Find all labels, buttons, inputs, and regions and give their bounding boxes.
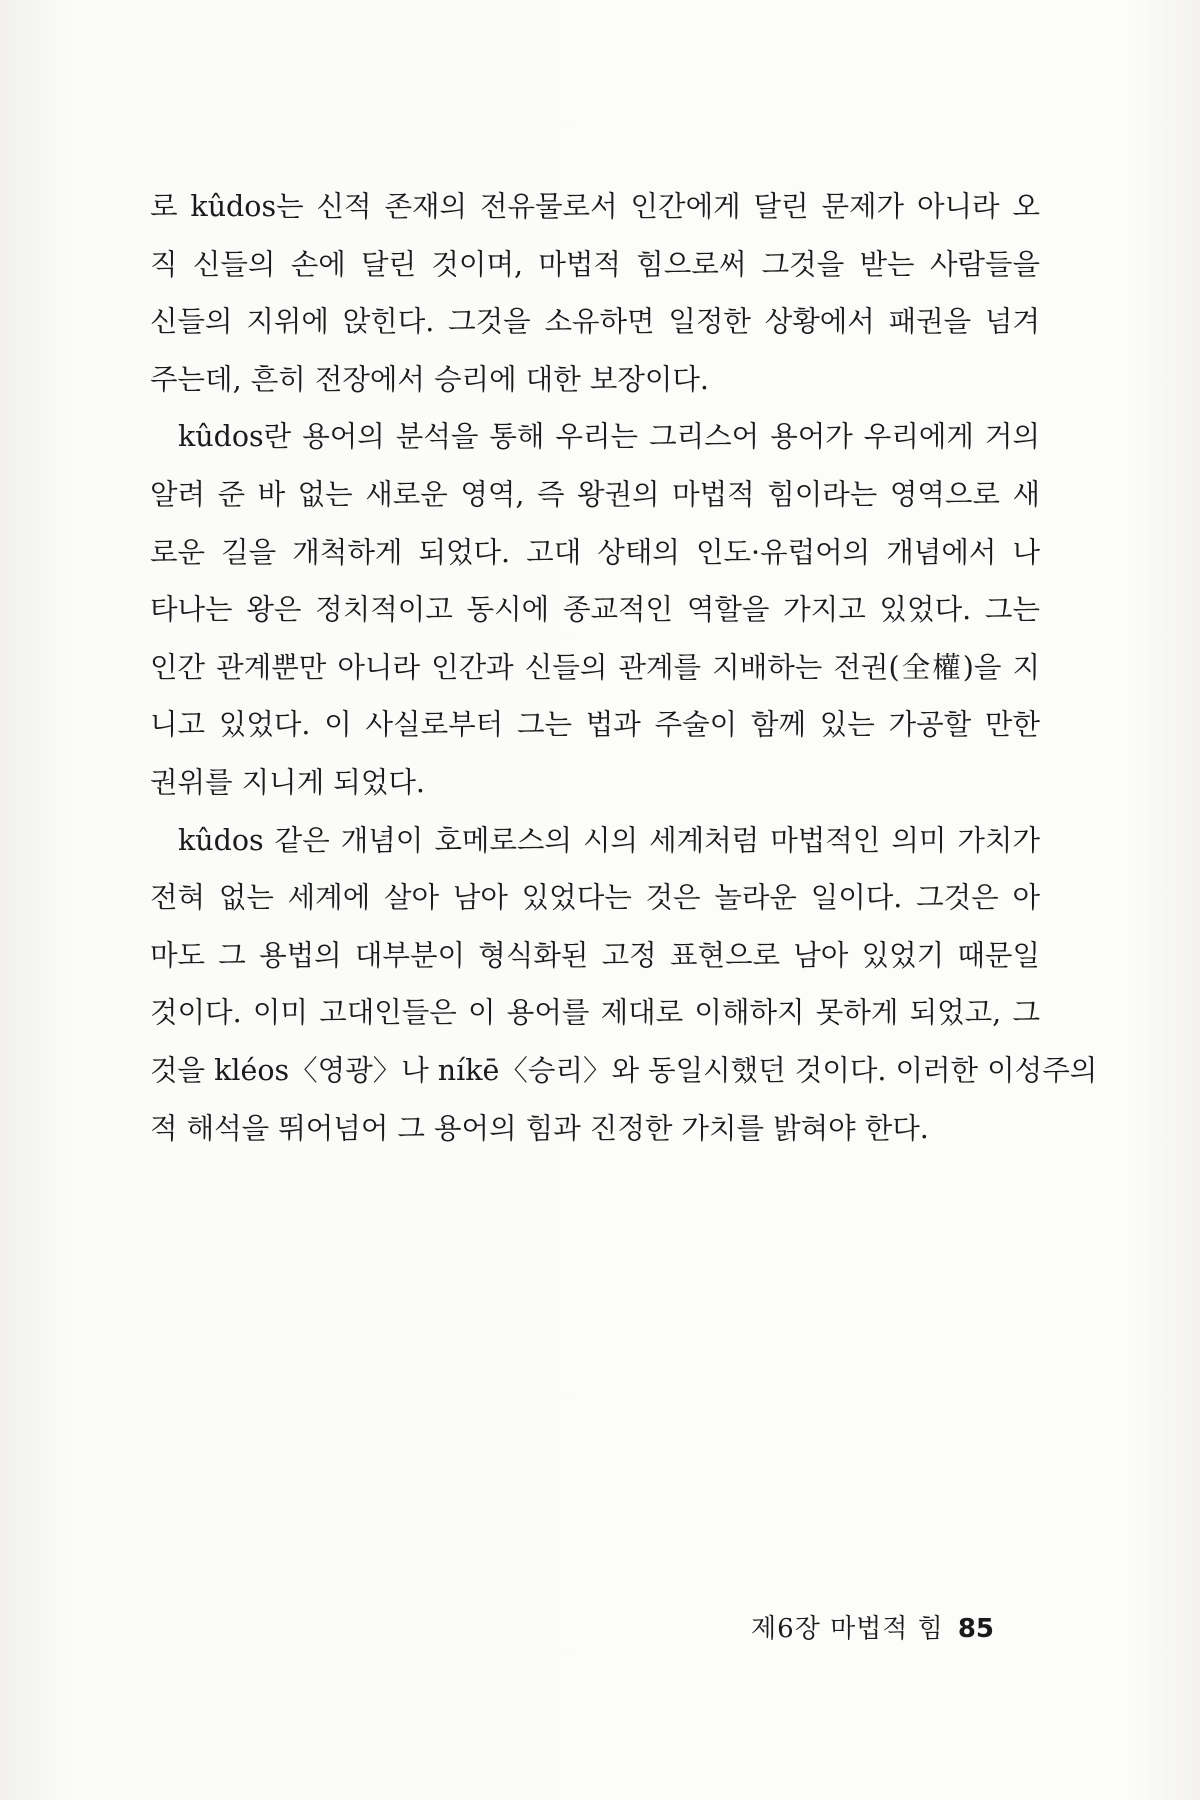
chapter-title: 제6장 마법적 힘 bbox=[751, 1614, 944, 1644]
text-line: 전혀 없는 세계에 살아 남아 있었다는 것은 놀라운 일이다. 그것은 아 bbox=[150, 881, 1040, 915]
text-line: 적 해석을 뛰어넘어 그 용어의 힘과 진정한 가치를 밝혀야 한다. bbox=[150, 1111, 929, 1145]
text-line: 로운 길을 개척하게 되었다. 고대 상태의 인도·유럽어의 개념에서 나 bbox=[150, 535, 1040, 569]
text-line: 권위를 지니게 되었다. bbox=[150, 765, 425, 799]
text-line: 니고 있었다. 이 사실로부터 그는 법과 주술이 함께 있는 가공할 만한 bbox=[150, 708, 1040, 742]
text-line: 직 신들의 손에 달린 것이며, 마법적 힘으로써 그것을 받는 사람들을 bbox=[150, 247, 1040, 281]
text-line: 것이다. 이미 고대인들은 이 용어를 제대로 이해하지 못하게 되었고, 그 bbox=[150, 996, 1040, 1030]
running-footer bbox=[751, 1612, 994, 1646]
paragraph-3 bbox=[150, 812, 1098, 1158]
text-line: 로 kûdos는 신적 존재의 전유물로서 인간에게 달린 문제가 아니라 오 bbox=[150, 190, 1040, 223]
text-line: kûdos란 용어의 분석을 통해 우리는 그리스어 용어가 우리에게 거의 bbox=[178, 420, 1040, 454]
text-line: 마도 그 용법의 대부분이 형식화된 고정 표현으로 남아 있었기 때문일 bbox=[150, 938, 1040, 972]
text-line: 것을 kléos〈영광〉나 níkē〈승리〉와 동일시했던 것이다. 이러한 이성주의 bbox=[150, 1053, 1098, 1087]
text-line: 알려 준 바 없는 새로운 영역, 즉 왕권의 마법적 힘이라는 영역으로 새 bbox=[150, 477, 1040, 511]
page-number: 85 bbox=[957, 1614, 994, 1644]
paragraph-2 bbox=[150, 408, 1040, 811]
text-line: 타나는 왕은 정치적이고 동시에 종교적인 역할을 가지고 있었다. 그는 bbox=[150, 593, 1040, 627]
body-text bbox=[150, 178, 1098, 1157]
text-line: 인간 관계뿐만 아니라 인간과 신들의 관계를 지배하는 전권(全權)을 지 bbox=[150, 650, 1040, 684]
text-line: kûdos 같은 개념이 호메로스의 시의 세계처럼 마법적인 의미 가치가 bbox=[178, 823, 1040, 857]
text-line: 주는데, 흔히 전장에서 승리에 대한 보장이다. bbox=[150, 362, 709, 396]
paragraph-1 bbox=[150, 178, 1040, 408]
text-line: 신들의 지위에 앉힌다. 그것을 소유하면 일정한 상황에서 패권을 넘겨 bbox=[150, 305, 1040, 339]
